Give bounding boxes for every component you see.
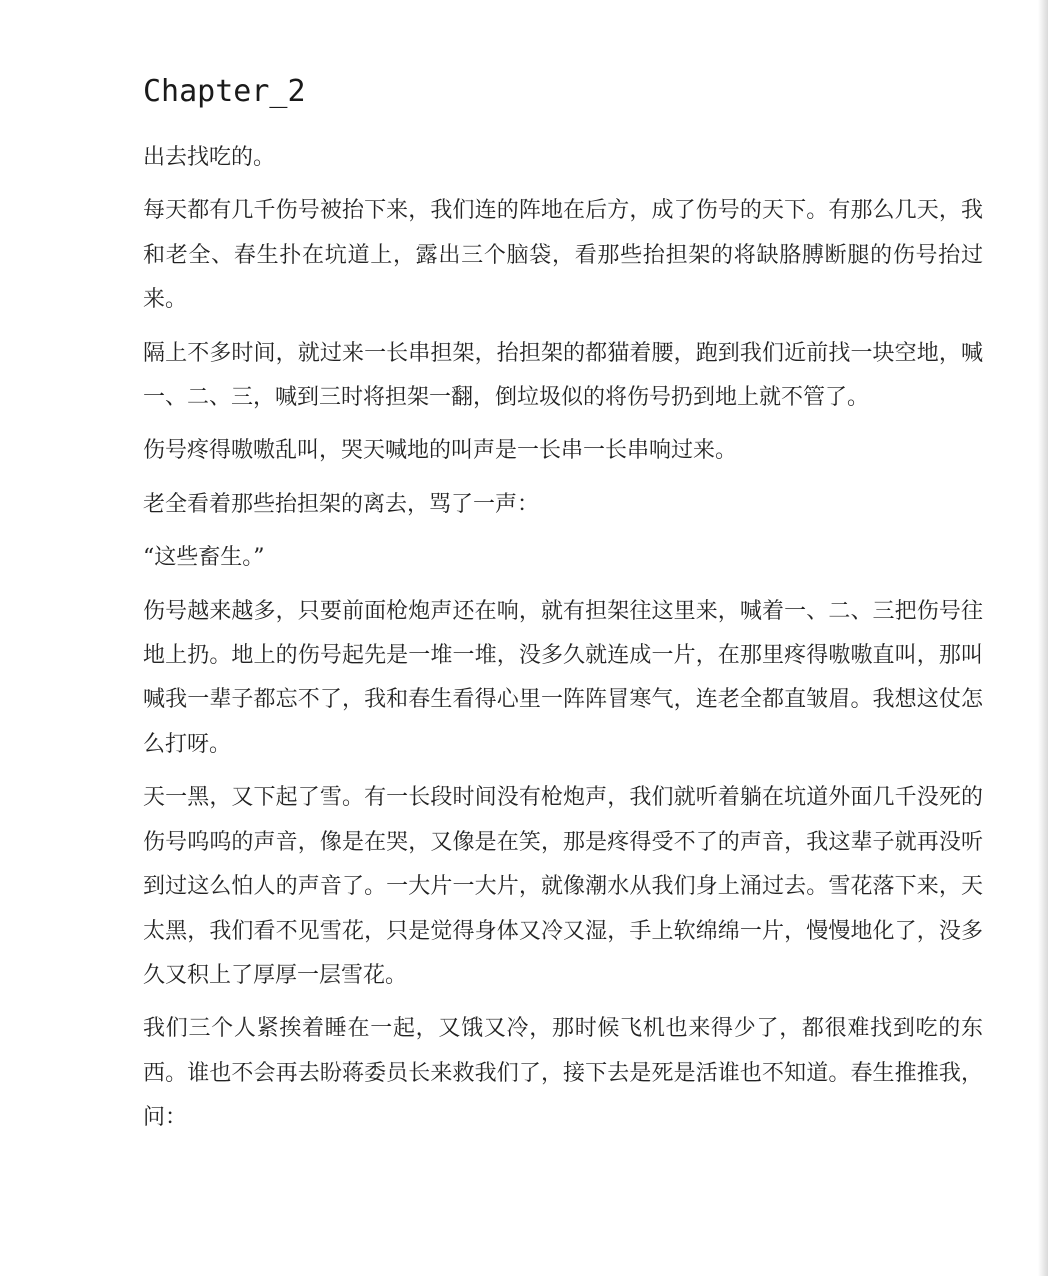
- paragraph-3: 隔上不多时间，就过来一长串担架，抬担架的都猫着腰，跑到我们近前找一块空地，喊一、二、三，喊到三时将担架一翻，倒垃圾似的将伤号扔到地上就不管了。: [143, 340, 983, 411]
- paragraph-6-quote: “这些畜生。”: [143, 545, 265, 571]
- paragraph-8: 天一黑，又下起了雪。有一长段时间没有枪炮声，我们就听着躺在坑道外面几千没死的伤号呜呜的声音，像是在哭，又像是在笑，那是疼得受不了的声音，我这辈子就再没听到过这么怕人的声音了。一大片一大片，就像潮水从我们身上涌过去。雪花落下来，天太黑，我们看不见雪花，只是觉得身体又冷又湿，手上软绵绵一片，慢慢地化了，没多久又积上了厚厚一层雪花。: [143, 785, 983, 988]
- paragraph-7: 伤号越来越多，只要前面枪炮声还在响，就有担架往这里来，喊着一、二、三把伤号往地上扔。地上的伤号起先是一堆一堆，没多久就连成一片，在那里疼得嗷嗷直叫，那叫喊我一辈子都忘不了，我和春生看得心里一阵阵冒寒气，连老全都直皱眉。我想这仗怎么打呀。: [143, 598, 983, 757]
- document-body: [143, 70, 983, 1150]
- page-edge-shadow: [1038, 0, 1048, 1276]
- paragraph-1: 出去找吃的。: [143, 145, 276, 170]
- paragraph-2: 每天都有几千伤号被抬下来，我们连的阵地在后方，成了伤号的天下。有那么几天，我和老全、春生扑在坑道上，露出三个脑袋，看那些抬担架的将缺胳膊断腿的伤号抬过来。: [143, 198, 983, 313]
- paragraph-9: 我们三个人紧挨着睡在一起，又饿又冷，那时候飞机也来得少了，都很难找到吃的东西。谁也不会再去盼蒋委员长来救我们了，接下去是死是活谁也不知道。春生推推我，问：: [143, 1016, 983, 1131]
- chapter-title: Chapter_2: [143, 74, 306, 109]
- paragraph-4: 伤号疼得嗷嗷乱叫，哭天喊地的叫声是一长串一长串响过来。: [143, 438, 738, 464]
- paragraph-5: 老全看着那些抬担架的离去，骂了一声：: [143, 491, 540, 517]
